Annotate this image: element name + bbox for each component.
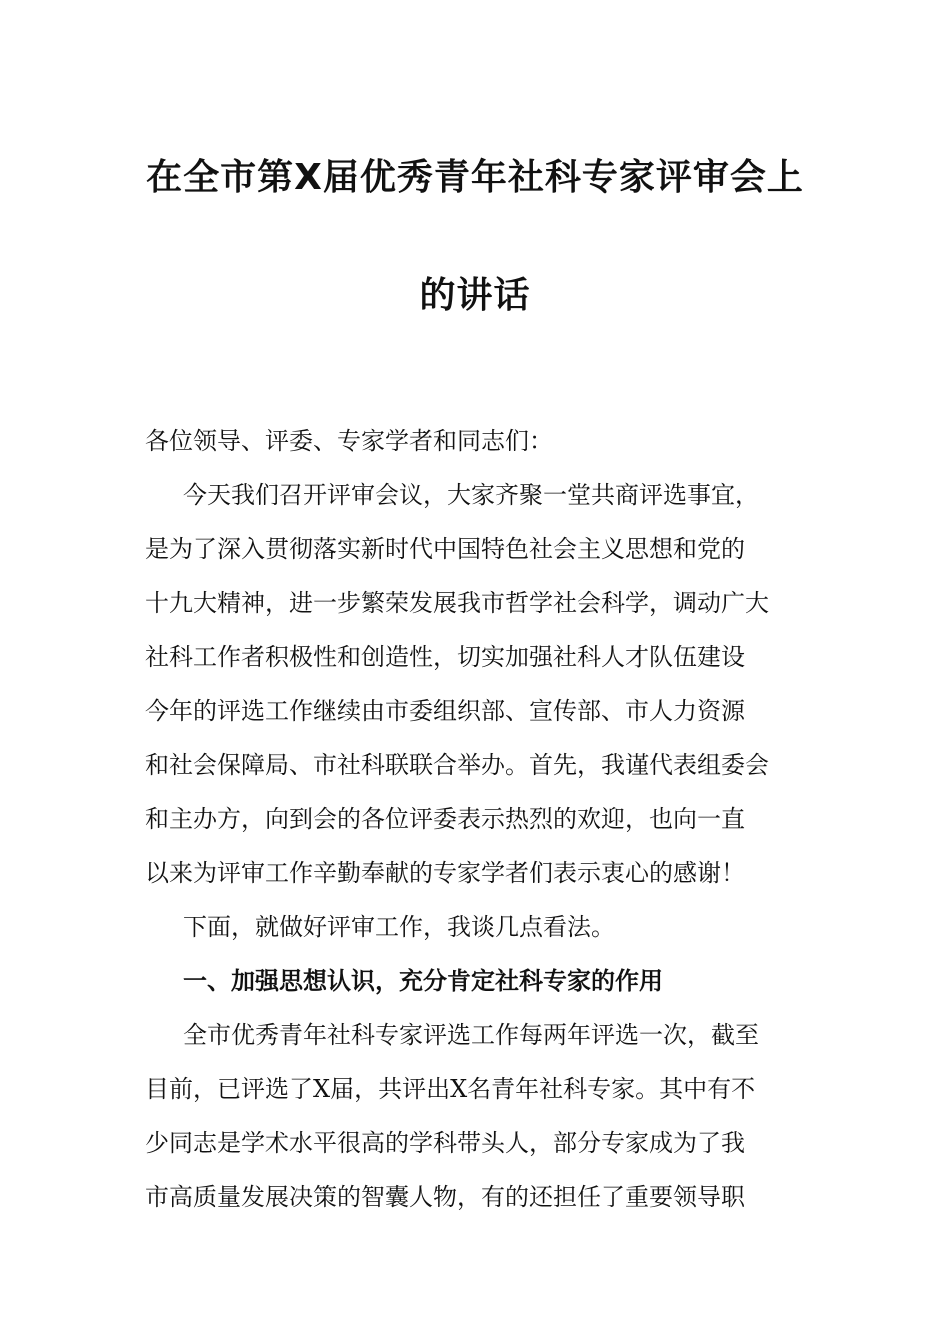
paragraph-2: 下面，就做好评审工作，我谈几点看法。 [183, 913, 615, 941]
paragraph-1-line-6: 和社会保障局、市社科联联合举办。首先，我谨代表组委会 [145, 751, 769, 779]
paragraph-1-line-2: 是为了深入贯彻落实新时代中国特色社会主义思想和党的 [145, 535, 745, 563]
paragraph-1-line-5: 今年的评选工作继续由市委组织部、宣传部、市人力资源 [145, 697, 745, 725]
section-1-heading: 一、加强思想认识，充分肯定社科专家的作用 [183, 967, 663, 995]
salutation: 各位领导、评委、专家学者和同志们： [145, 427, 553, 455]
paragraph-1-line-8: 以来为评审工作辛勤奉献的专家学者们表示衷心的感谢！ [145, 859, 745, 887]
paragraph-1-line-3: 十九大精神，进一步繁荣发展我市哲学社会科学，调动广大 [145, 589, 769, 617]
document-title-line-1: 在全市第X届优秀青年社科专家评审会上 [146, 157, 804, 198]
paragraph-3-line-4: 市高质量发展决策的智囊人物，有的还担任了重要领导职 [145, 1183, 745, 1211]
paragraph-3-line-3: 少同志是学术水平很高的学科带头人，部分专家成为了我 [145, 1129, 745, 1157]
paragraph-1-line-4: 社科工作者积极性和创造性，切实加强社科人才队伍建设 [145, 643, 745, 671]
document-title-line-2: 的讲话 [419, 275, 531, 316]
paragraph-3-line-2: 目前，已评选了X届，共评出X名青年社科专家。其中有不 [145, 1075, 756, 1103]
paragraph-3-line-1: 全市优秀青年社科专家评选工作每两年评选一次，截至 [183, 1021, 759, 1049]
paragraph-1-line-7: 和主办方，向到会的各位评委表示热烈的欢迎，也向一直 [145, 805, 745, 833]
paragraph-1-line-1: 今天我们召开评审会议，大家齐聚一堂共商评选事宜， [183, 481, 759, 509]
